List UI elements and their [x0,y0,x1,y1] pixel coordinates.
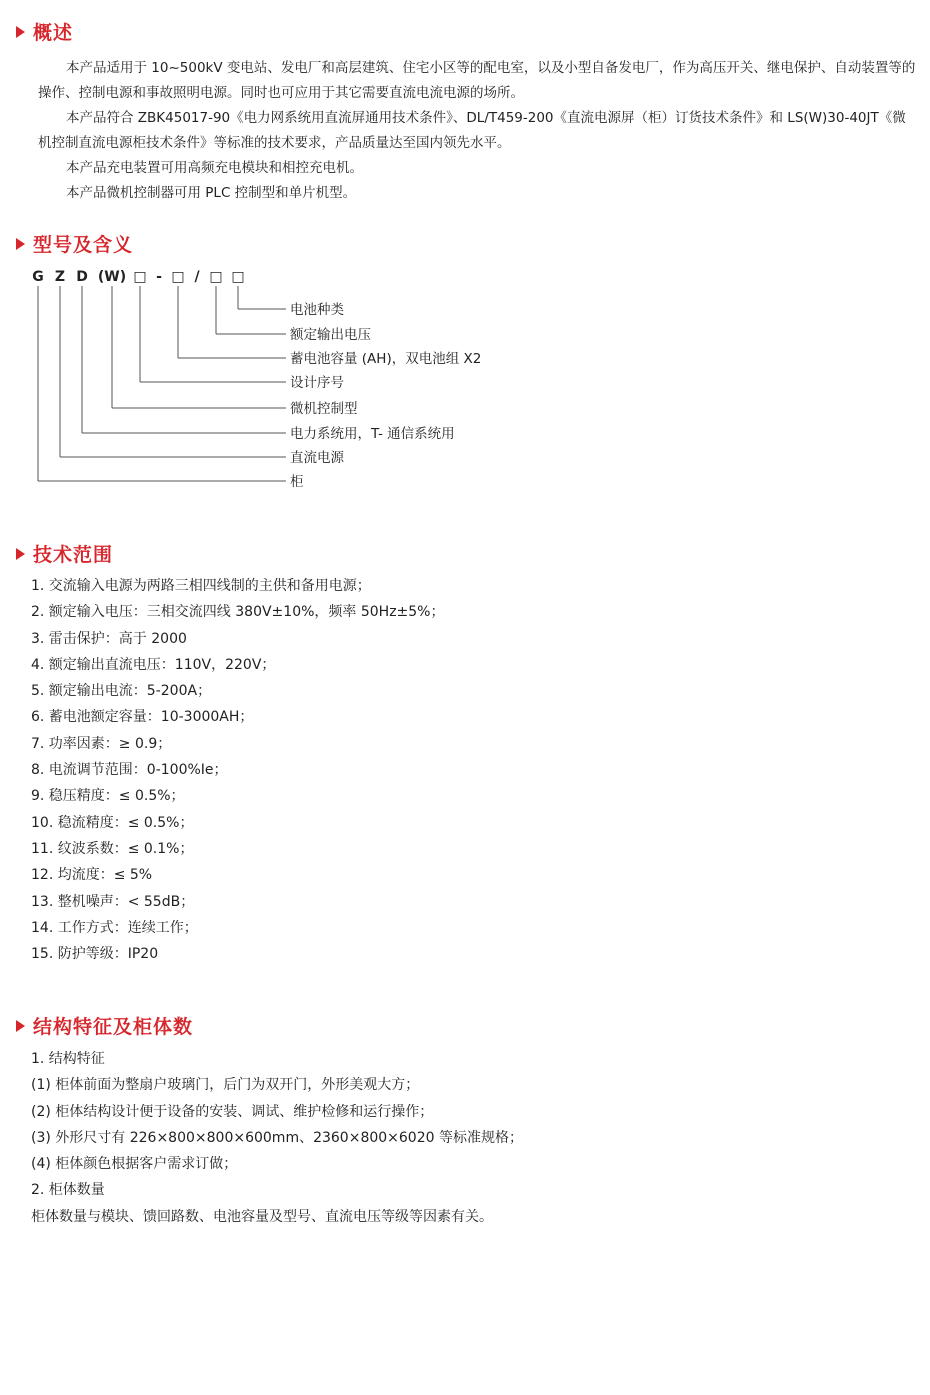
overview-paragraph: 本产品微机控制器可用 PLC 控制型和单片机型。 [66,185,357,201]
list-item: 柜体数量与模块、馈回路数、电池容量及型号、直流电压等级等因素有关。 [31,1208,493,1225]
meaning-label: 设计序号 [290,375,344,391]
list-item: 13. 整机噪声：< 55dB； [31,893,195,910]
meaning-label: 电力系统用，T- 通信系统用 [290,426,455,442]
meaning-label: 微机控制型 [290,401,358,417]
overview-paragraph: 本产品适用于 10~500kV 变电站、发电厂和高层建筑、住宅小区等的配电室，以及小型自备发电厂，作为高压开关、继电保护、自动装置等的操作、控制电源和事故照明电源。同时也可应用于其它需要直流电流电源的场所。 [38,60,916,101]
model-code-diagram [0,260,560,495]
code-char: / [194,269,200,285]
list-item: 6. 蓄电池额定容量：10-3000AH； [31,709,254,726]
overview-paragraph: 本产品充电装置可用高频充电模块和相控充电机。 [66,160,363,176]
list-item: 8. 电流调节范围：0-100%Ie； [31,762,228,779]
meaning-label: 额定输出电压 [290,327,371,343]
list-item: (4) 柜体颜色根据客户需求订做； [31,1156,238,1173]
list-item: 7. 功率因素：≥ 0.9； [31,735,172,752]
list-item: 2. 额定输入电压：三相交流四线 380V±10%，频率 50Hz±5%； [31,604,445,621]
model-meanings [290,301,481,490]
triangle-right-icon [16,238,25,250]
triangle-right-icon [16,548,25,560]
triangle-right-icon [16,1020,25,1032]
code-char: - [156,269,162,285]
list-item: 9. 稳压精度：≤ 0.5%； [31,788,185,805]
structure-list [31,1046,523,1230]
list-item: (1) 柜体前面为整扇户玻璃门，后门为双开门，外形美观大方； [31,1077,420,1094]
code-char: Z [54,269,66,285]
list-item: 2. 柜体数量 [31,1182,105,1199]
meaning-label: 柜 [290,474,304,490]
section-title: 概述 [33,22,74,44]
section-title: 型号及含义 [33,234,134,256]
model-code [32,269,244,285]
section-heading-tech [16,540,113,567]
list-item: 3. 雷击保护：高于 2000 [31,630,187,647]
list-item: 12. 均流度：≤ 5% [31,867,153,884]
list-item: 1. 交流输入电源为两路三相四线制的主供和备用电源； [31,578,371,594]
code-char: □ [133,269,147,285]
section-heading-overview [16,18,73,45]
list-item: 5. 额定输出电流：5-200A； [31,683,212,700]
code-char: □ [209,269,223,285]
list-item: 4. 额定输出直流电压：110V，220V； [31,656,276,673]
section-title: 结构特征及柜体数 [33,1016,194,1038]
tech-spec-list [31,573,444,967]
list-item: 14. 工作方式：连续工作； [31,919,198,936]
list-item: 10. 稳流精度：≤ 0.5%； [31,814,194,831]
code-char: (W) [97,269,127,285]
list-item: (2) 柜体结构设计便于设备的安装、调试、维护检修和运行操作； [31,1103,434,1120]
list-item: 1. 结构特征 [31,1051,105,1067]
code-char: □ [171,269,185,285]
list-item: 15. 防护等级：IP20 [31,946,159,963]
code-char: □ [231,269,245,285]
section-title: 技术范围 [33,544,114,566]
meaning-label: 直流电源 [290,450,344,466]
leader-lines [38,286,286,481]
code-char: D [76,269,88,285]
meaning-label: 蓄电池容量 (AH)，双电池组 X2 [290,351,482,367]
list-item: 11. 纹波系数：≤ 0.1%； [31,840,194,857]
code-char: G [32,269,44,285]
section-heading-model [16,230,133,257]
meaning-label: 电池种类 [290,302,344,318]
section-heading-structure [16,1012,193,1039]
overview-paragraph: 本产品符合 ZBK45017-90《电力网系统用直流屏通用技术条件》、DL/T459-200《直流电源屏（柜）订货技术条件》和 LS(W)30-40JT《微机控制直流电源柜技术条件》等标准的技术要求，产品质量达至国内领先水平。 [38,110,906,151]
triangle-right-icon [16,26,25,38]
list-item: (3) 外形尺寸有 226×800×800×600mm、2360×800×6020 等标准规格； [31,1129,523,1146]
